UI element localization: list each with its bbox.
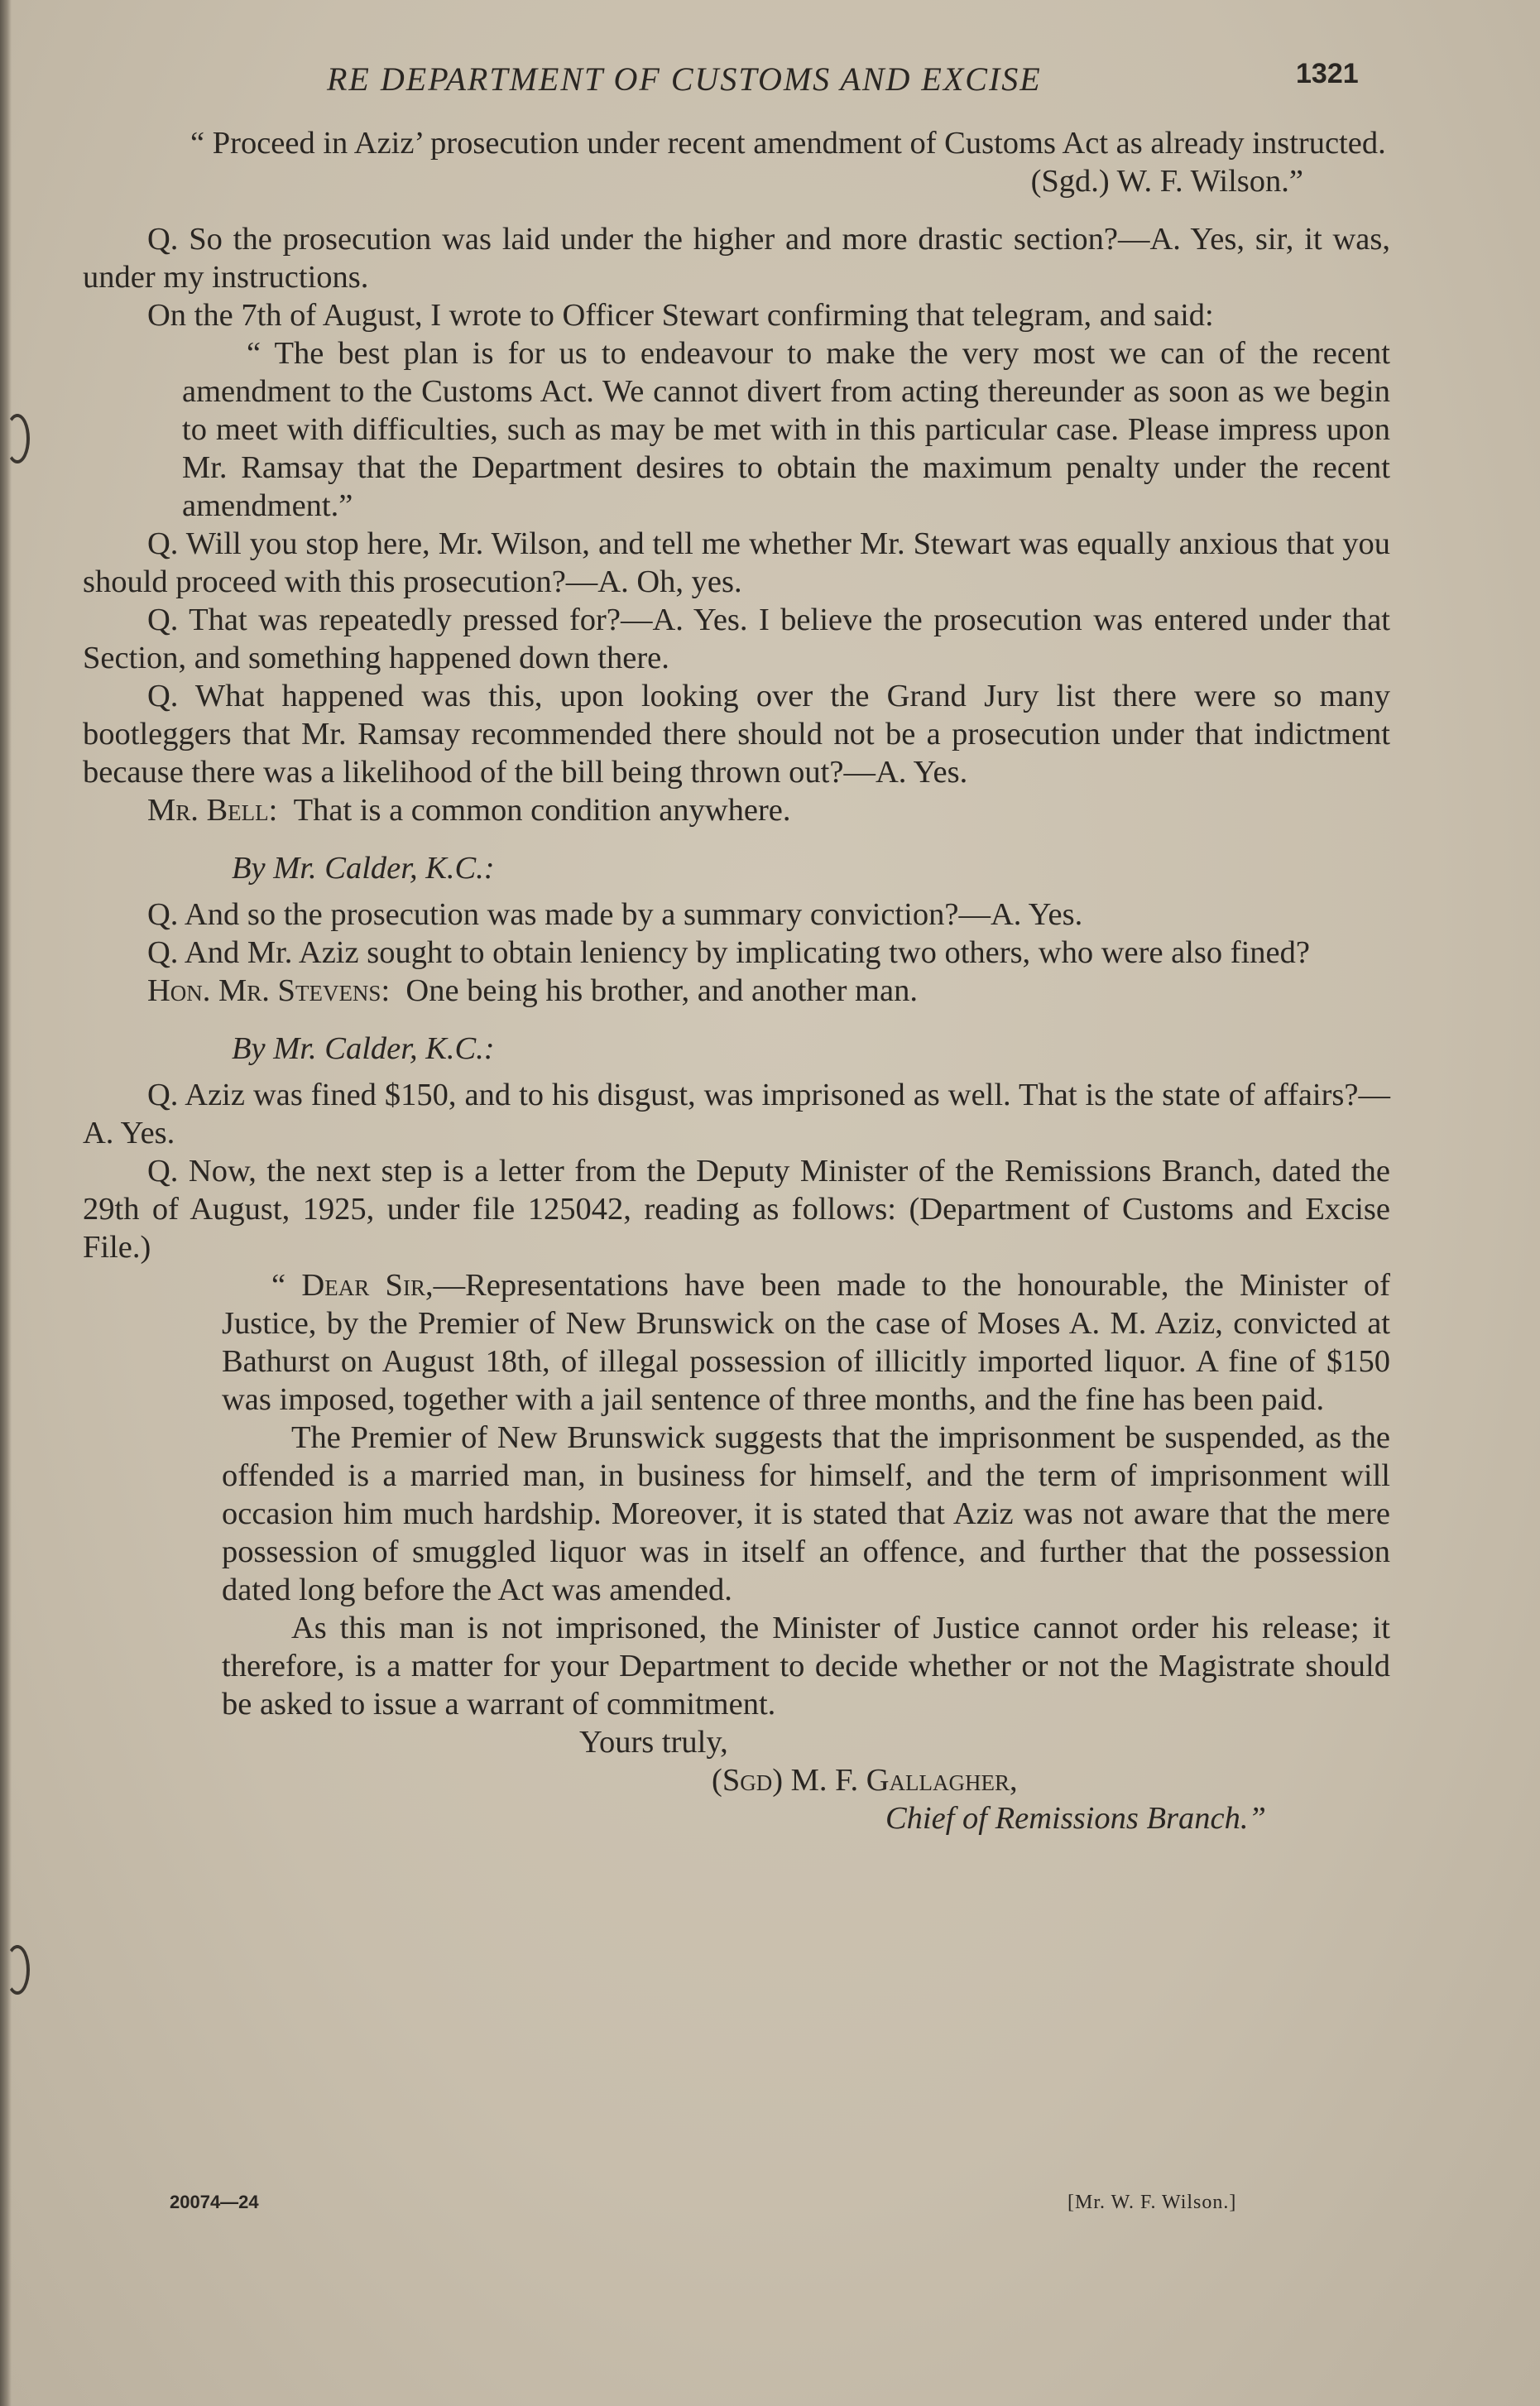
punch-hole-bottom xyxy=(5,1945,30,1995)
speaker-text: One being his brother, and another man. xyxy=(405,973,918,1008)
page-binding-edge xyxy=(0,0,12,2406)
question-paragraph: Q. And so the prosecution was made by a summary conviction?—A. Yes. xyxy=(147,897,1083,932)
letter-salutation: “ Dear Sir, xyxy=(271,1268,434,1303)
punch-hole-top xyxy=(5,414,30,463)
question-paragraph: Q. And Mr. Aziz sought to obtain leniency by implicating two others, who were also fined? xyxy=(147,935,1310,970)
speaker-text: That is a common condition anywhere. xyxy=(293,793,791,828)
spacer xyxy=(83,887,1390,896)
spacer xyxy=(83,1068,1390,1076)
spacer xyxy=(83,829,1390,849)
page-number: 1321 xyxy=(1296,58,1359,89)
page-header xyxy=(0,60,1540,101)
running-head: RE DEPARTMENT OF CUSTOMS AND EXCISE xyxy=(327,60,1042,98)
speaker-name: Mr. Bell: xyxy=(147,793,278,828)
remissions-letter-para-3: As this man is not imprisoned, the Minister of Justice cannot order his release; it therefore, is a matter for your Department to decide whether or not the Magistrate should be asked to issue a warrant of commitment. xyxy=(222,1611,1390,1722)
spacer xyxy=(83,1010,1390,1030)
remissions-letter-para-2: The Premier of New Brunswick suggests that the imprisonment be suspended, as the offended is a married man, in business for himself, and the term of imprisonment will occasion him much hardship. Moreover, it is stated that Aziz was not aware that the mere possession of smuggled liquor was in itself an offence, and further that the possession dated long before the Act was amended. xyxy=(222,1420,1390,1607)
question-paragraph: Q. What happened was this, upon looking over the Grand Jury list there were so many bootleggers that Mr. Ramsay recommended there should not be a prosecution under that indictment because there was a likelihood of the bill being thrown out?—A. Yes. xyxy=(83,679,1390,790)
examiner-byline: By Mr. Calder, K.C.: xyxy=(232,1031,495,1066)
telegram-quote: “ Proceed in Aziz’ prosecution under recent amendment of Customs Act as already instructed. xyxy=(190,126,1386,161)
speaker-paragraph xyxy=(83,791,1390,829)
letter-closing: Yours truly, xyxy=(579,1725,728,1760)
letter-text: —Representations have been made to the honourable, the Minister of Justice, by the Premier of New Brunswick on the case of Moses A. M. Aziz, convicted at Bathurst on August 18th, of illegal possession of illicitly imported liquor. A fine of $150 was imposed, together with a jail sentence of three months, and the fine has been paid. xyxy=(222,1268,1390,1417)
question-paragraph: Q. That was repeatedly pressed for?—A. Yes. I believe the prosecution was entered under that Section, and something happened down there. xyxy=(83,603,1390,675)
question-paragraph: Q. Will you stop here, Mr. Wilson, and tell me whether Mr. Stewart was equally anxious that you should proceed with this prosecution?—A. Oh, yes. xyxy=(83,526,1390,599)
speaker-paragraph xyxy=(83,972,1390,1010)
letter-quote: “ The best plan is for us to endeavour to make the very most we can of the recent amendment to the Customs Act. We cannot divert from acting thereunder as soon as we begin to meet with difficulties, such as may be met with in this particular case. Please impress upon Mr. Ramsay that the Department desires to obtain the maximum penalty under the recent amendment.” xyxy=(182,336,1390,523)
question-paragraph: Q. Aziz was fined $150, and to his disgust, was imprisoned as well. That is the state of affairs?—A. Yes. xyxy=(83,1078,1390,1150)
question-paragraph: Q. So the prosecution was laid under the higher and more drastic section?—A. Yes, sir, it was, under my instructions. xyxy=(83,222,1390,295)
letter-signature: (Sgd) M. F. Gallagher, xyxy=(712,1763,1018,1798)
question-paragraph: Q. Now, the next step is a letter from the Deputy Minister of the Remissions Branch, dated the 29th of August, 1925, under file 125042, reading as follows: (Department of Customs and Excise File.) xyxy=(83,1154,1390,1265)
remissions-letter-para-1 xyxy=(222,1266,1390,1419)
telegram-signature: (Sgd.) W. F. Wilson.” xyxy=(1030,164,1303,199)
spacer xyxy=(83,200,1390,220)
letter-signatory-title: Chief of Remissions Branch.” xyxy=(885,1801,1266,1836)
footer-print-code: 20074—24 xyxy=(170,2192,259,2212)
examiner-byline: By Mr. Calder, K.C.: xyxy=(232,851,495,886)
page-body xyxy=(83,124,1390,1837)
page-footer xyxy=(0,2192,1540,2216)
speaker-name: Hon. Mr. Stevens: xyxy=(147,973,391,1008)
footer-witness: [Mr. W. F. Wilson.] xyxy=(1067,2192,1237,2213)
narrative-paragraph: On the 7th of August, I wrote to Officer Stewart confirming that telegram, and said: xyxy=(147,298,1214,333)
